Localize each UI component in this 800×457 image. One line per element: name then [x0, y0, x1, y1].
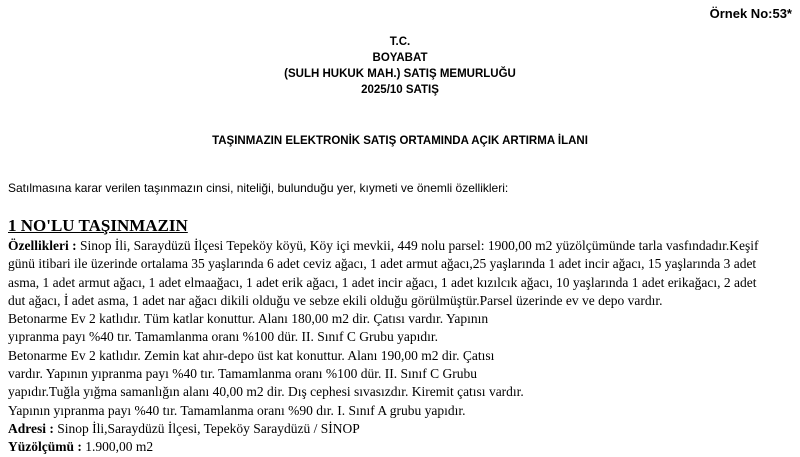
intro-text: Satılmasına karar verilen taşınmazın cinsi, niteliği, bulunduğu yer, kıymeti ve önemli özellikleri:	[8, 181, 509, 195]
address-line	[8, 420, 796, 438]
area-line	[8, 438, 796, 456]
features-line-6: yıpranma payı %40 tır. Tamamlanma oranı %100 dür. II. Sınıf C Grubu yapıdır.	[8, 329, 438, 345]
property-heading: 1 NO'LU TAŞINMAZIN	[8, 216, 188, 235]
features-line-8: vardır. Yapının yıpranma payı %40 tır. Tamamlanma oranı %100 dür. II. Sınıf C Grubu	[8, 366, 477, 382]
features-label: Özellikleri :	[8, 238, 77, 253]
features-line-1: Özellikleri : Sinop İli, Saraydüzü İlçesi Tepeköy köyü, Köy içi mevkii, 449 nolu parsel: 1900,00 m2 yüzölçümünde tarla vasfındadır.Keşif	[8, 238, 759, 253]
header-office-name: (SULH HUKUK MAH.) SATIŞ MEMURLUĞU	[284, 68, 516, 80]
header-office-city: BOYABAT	[372, 52, 428, 64]
features-line-4: dut ağacı, İ adet asma, 1 adet nar ağacı dikili olduğu ve sebze ekili olduğu görülmüştür.Parsel üzerinde ev ve depo vardır.	[8, 292, 663, 308]
property-details	[8, 237, 796, 457]
header-file-number: 2025/10 SATIŞ	[361, 84, 439, 96]
features-line-7: Betonarme Ev 2 katlıdır. Zemin kat ahır-depo üst kat konuttur. Alanı 190,00 m2 dir. Çatısı	[8, 347, 495, 363]
page-title: TAŞINMAZIN ELEKTRONİK SATIŞ ORTAMINDA AÇIK ARTIRMA İLANI	[212, 135, 588, 147]
features-line-5: Betonarme Ev 2 katlıdır. Tüm katlar konuttur. Alanı 180,00 m2 dir. Çatısı vardır. Yapının	[8, 311, 489, 327]
features-line-9: yapıdır.Tuğla yığma samanlığın alanı 40,00 m2 dir. Dış cephesi sıvasızdır. Kiremit çatısı vardır.	[8, 384, 524, 400]
header-country: T.C.	[389, 36, 411, 48]
address-value: Sinop İli,Saraydüzü İlçesi, Tepeköy Saraydüzü / SİNOP	[53, 420, 360, 436]
features-line-2: günü itibari ile üzerinde ortalama 35 yaşlarında 6 adet ceviz ağacı, 1 adet armut ağacı,25 yaşlarında 1 adet incir ağacı, 15 yaşlarında 3 adet	[8, 256, 757, 272]
features-line-10: Yapının yıpranma payı %40 tır. Tamamlanma oranı %90 dır. I. Sınıf A grubu yapıdır.	[8, 402, 466, 418]
area-value: 1.900,00 m2	[81, 439, 154, 455]
sample-number: Örnek No:53*	[709, 6, 792, 21]
address-label: Adresi :	[8, 420, 54, 436]
document-header	[0, 34, 800, 98]
area-label: Yüzölçümü :	[8, 439, 82, 455]
features-line-3: asma, 1 adet armut ağacı, 1 adet elmaağacı, 1 adet erik ağacı, 1 adet incir ağacı, 1 adet kızılcık ağacı, 10 yaşlarında 1 adet erikağacı, 2 adet	[8, 274, 757, 290]
